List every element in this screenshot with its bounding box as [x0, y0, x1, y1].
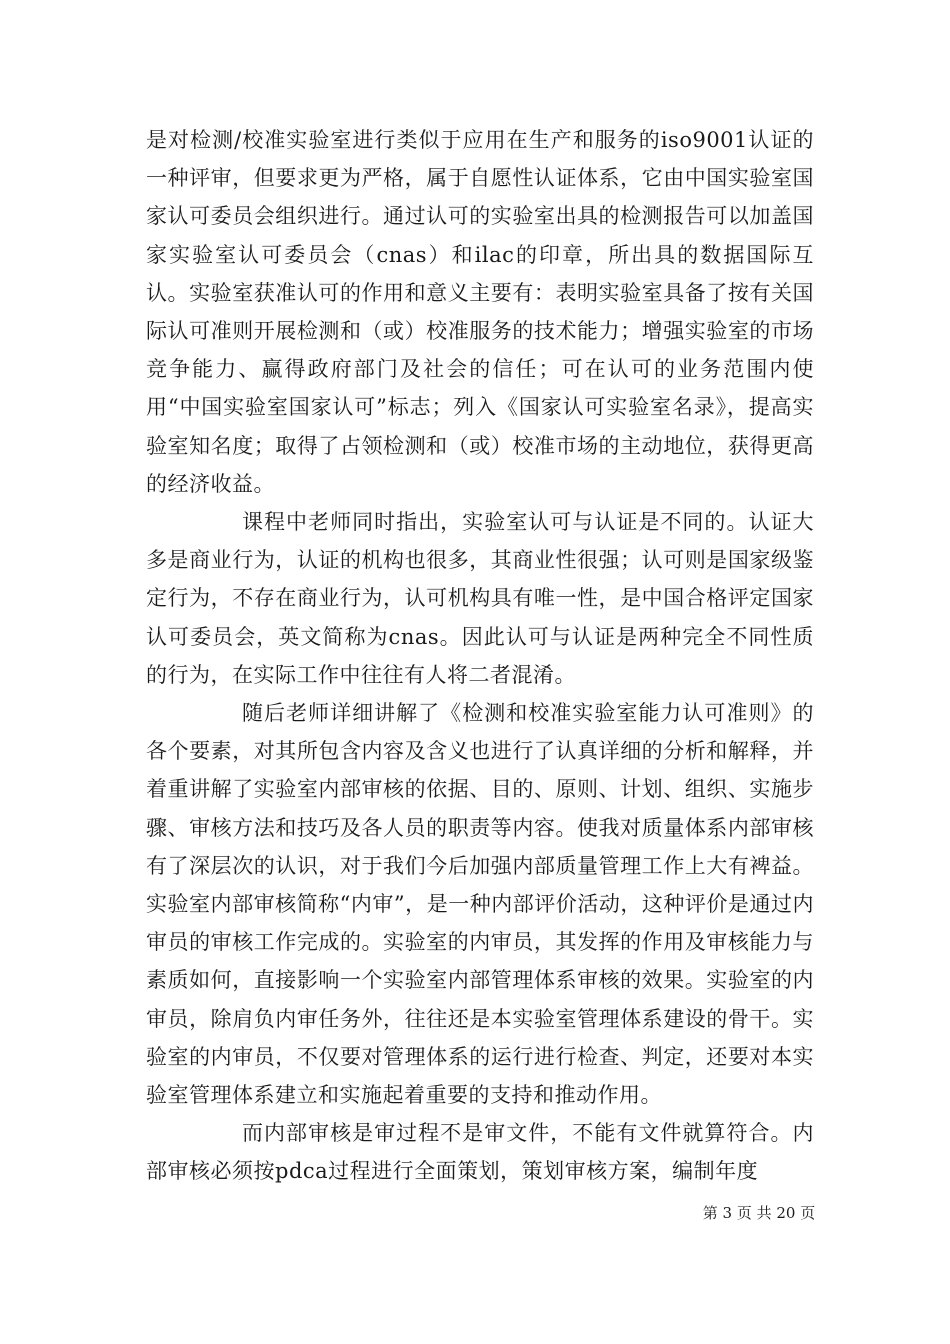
page-number: 第 3 页 共 20 页 [702, 1204, 816, 1222]
paragraph-4: 而内部审核是审过程不是审文件，不能有文件就算符合。内部审核必须按pdca过程进行全面策划，策划审核方案，编制年度 [146, 1121, 814, 1184]
paragraph-3: 随后老师详细讲解了《检测和校准实验室能力认可准则》的各个要素，对其所包含内容及含义也进行了认真详细的分析和解释，并着重讲解了实验室内部审核的依据、目的、原则、计划、组织、实施步骤、审核方法和技巧及各人员的职责等内容。使我对质量体系内部审核有了深层次的认识，对于我们今后加强内部质量管理工作上大有裨益。实验室内部审核简称“内审”，是一种内部评价活动，这种评价是通过内审员的审核工作完成的。实验室的内审员，其发挥的作用及审核能力与素质如何，直接影响一个实验室内部管理体系审核的效果。实验室的内审员，除肩负内审任务外，往往还是本实验室管理体系建设的骨干。实验室的内审员，不仅要对管理体系的运行进行检查、判定，还要对本实验室管理体系建立和实施起着重要的支持和推动作用。 [146, 701, 814, 1108]
paragraph-2: 课程中老师同时指出，实验室认可与认证是不同的。认证大多是商业行为，认证的机构也很多，其商业性很强；认可则是国家级鉴定行为，不存在商业行为，认可机构具有唯一性，是中国合格评定国家认可委员会，英文简称为cnas。因此认可与认证是两种完全不同性质的行为，在实际工作中往往有人将二者混淆。 [146, 510, 814, 687]
paragraph-1: 是对检测/校准实验室进行类似于应用在生产和服务的iso9001认证的一种评审，但要求更为严格，属于自愿性认证体系，它由中国实验室国家认可委员会组织进行。通过认可的实验室出具的检测报告可以加盖国家实验室认可委员会（cnas）和ilac的印章，所出具的数据国际互认。实验室获准认可的作用和意义主要有：表明实验室具备了按有关国际认可准则开展检测和（或）校准服务的技术能力；增强实验室的市场竞争能力、赢得政府部门及社会的信任；可在认可的业务范围内使用“中国实验室国家认可”标志；列入《国家认可实验室名录》，提高实验室知名度；取得了占领检测和（或）校准市场的主动地位，获得更高的经济收益。 [146, 128, 814, 496]
page-footer [0, 1203, 950, 1223]
body-text [146, 121, 814, 1191]
